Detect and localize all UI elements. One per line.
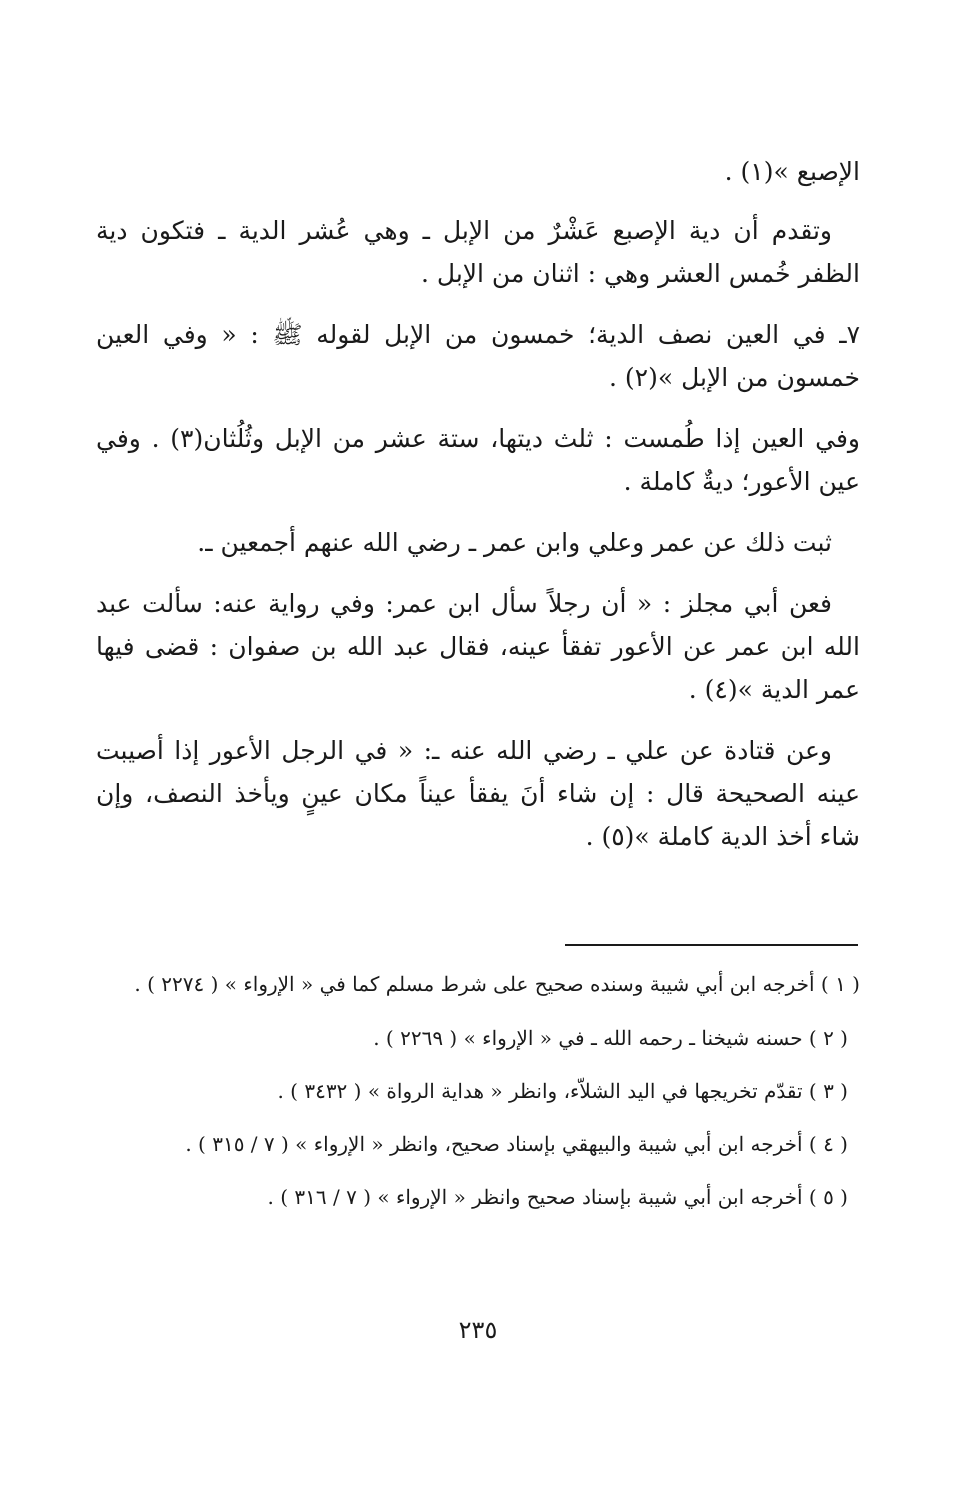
paragraph-abu-mijlaz: فعن أبي مجلز : « أن رجلاً سأل ابن عمر: وفي رواية عنه: سألت عبد الله ابن عمر عن الأعور تفقأ عينه، فقال عبد الله بن صفوان : قضى فيها عمر الدية »(٤) .: [96, 589, 860, 704]
footnotes: [96, 966, 860, 1232]
paragraph-continuation: الإصبع »(١) .: [724, 157, 860, 186]
paragraph-blinded-eye: وفي العين إذا طُمست : ثلث ديتها، ستة عشر من الإبل وثُلُثان(٣) . وفي عين الأعور؛ ديةٌ كاملة .: [96, 424, 860, 496]
footnote-4: ( ٤ ) أخرجه ابن أبي شيبة والبيهقي بإسناد صحيح، وانظر « الإرواء » ( ٧ / ٣١٥ ) .: [185, 1132, 848, 1156]
paragraph-proof: ثبت ذلك عن عمر وعلي وابن عمر ـ رضي الله عنهم أجمعين ـ.: [197, 528, 832, 557]
paragraph-qatada: وعن قتادة عن علي ـ رضي الله عنه ـ: « في الرجل الأعور إذا أصيبت عينه الصحيحة قال : إن شاء أنَ يفقأ عيناً مكان عينٍ ويأخذ النصف، وإن شاء أخذ الدية كاملة »(٥) .: [96, 736, 860, 851]
page-number: ٢٣٥: [458, 1316, 498, 1344]
footnote-separator: [565, 944, 858, 946]
paragraph-eye-diya: ٧ـ في العين نصف الدية؛ خمسون من الإبل لقوله ﷺ : « وفي العين خمسون من الإبل »(٢) .: [96, 320, 860, 392]
footnote-5: ( ٥ ) أخرجه ابن أبي شيبة بإسناد صحيح وانظر « الإرواء » ( ٧ / ٣١٦ ) .: [267, 1185, 848, 1209]
paragraph-finger-nail: وتقدم أن دية الإصبع عَشْرٌ من الإبل ـ وهي عُشر الدية ـ فتكون دية الظفر خُمس العشر وهي : اثنان من الإبل .: [96, 216, 860, 288]
main-text: [96, 150, 860, 876]
footnote-3: ( ٣ ) تقدّم تخريجها في اليد الشلاّء، وانظر « هداية الرواة » ( ٣٤٣٢ ) .: [277, 1079, 848, 1103]
footnote-2: ( ٢ ) حسنه شيخنا ـ رحمه الله ـ في « الإرواء » ( ٢٢٦٩ ) .: [373, 1026, 848, 1050]
footnote-1: ( ١ ) أخرجه ابن أبي شيبة وسنده صحيح على شرط مسلم كما في « الإرواء » ( ٢٢٧٤ ) .: [134, 972, 860, 996]
